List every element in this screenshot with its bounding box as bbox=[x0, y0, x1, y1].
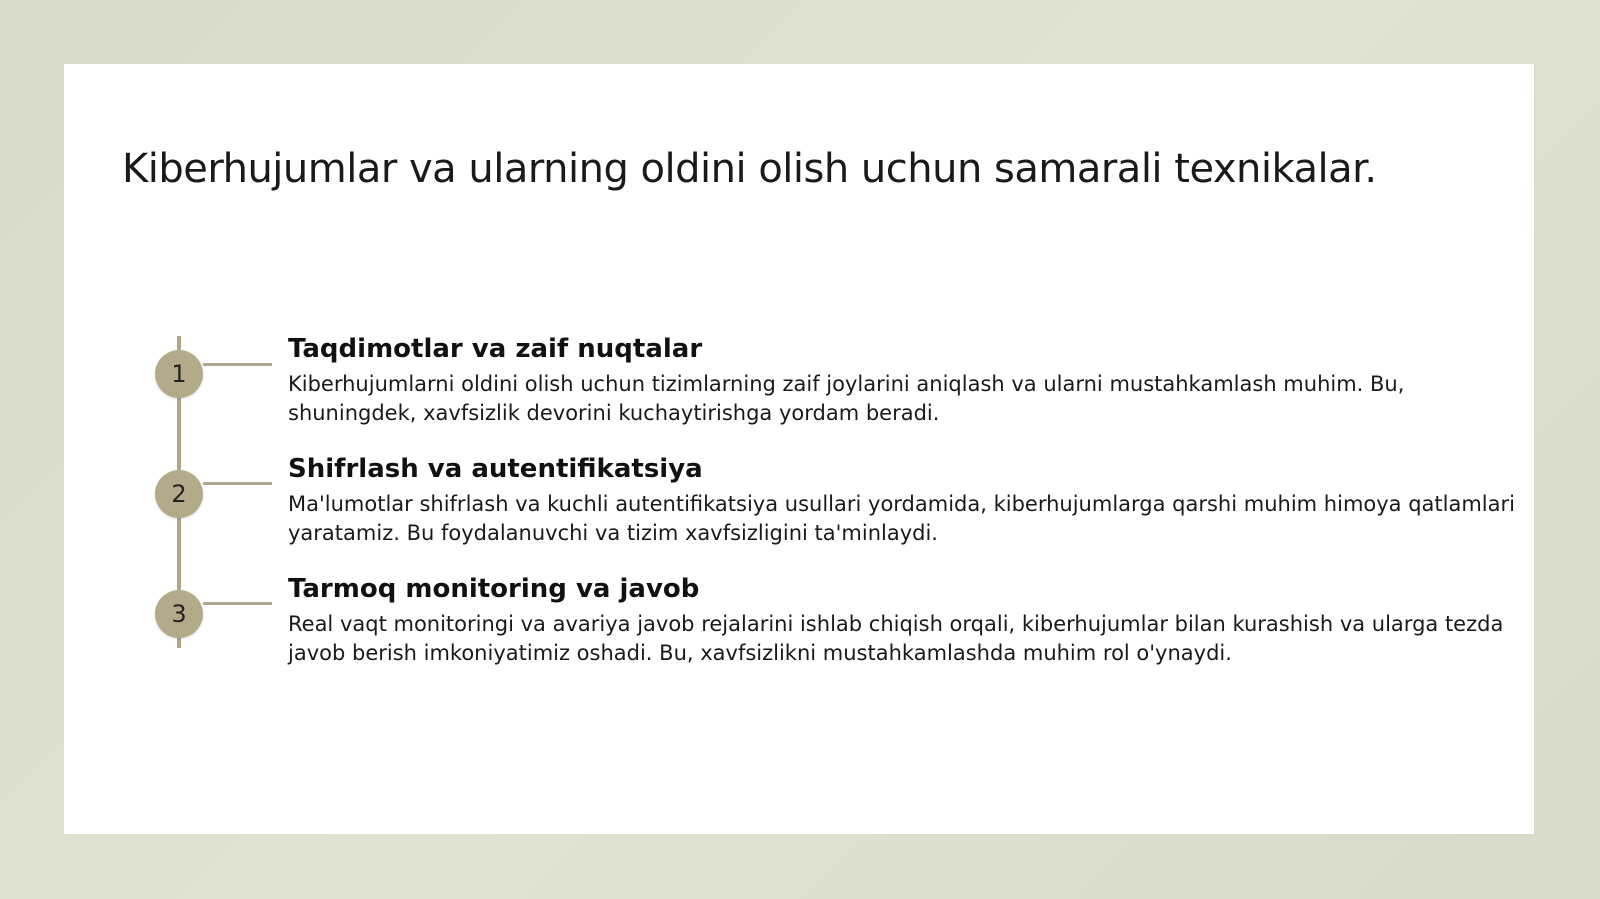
item-title-3: Tarmoq monitoring va javob bbox=[288, 574, 700, 604]
item-body-1: Kiberhujumlarni oldini olish uchun tizimlarning zaif joylarini aniqlash va ularni mustahkamlash muhim. Bu, shuningdek, xavfsizlik devorini kuchaytirishga yordam beradi. bbox=[288, 372, 1405, 425]
timeline-node-2: 2 bbox=[155, 470, 203, 518]
timeline-connector-2 bbox=[203, 482, 272, 485]
timeline-connector-3 bbox=[203, 602, 272, 605]
slide-card bbox=[64, 64, 1534, 834]
item-body-2: Ma'lumotlar shifrlash va kuchli autentifikatsiya usullari yordamida, kiberhujumlarga qarshi muhim himoya qatlamlari yaratamiz. Bu foydalanuvchi va tizim xavfsizligini ta'minlaydi. bbox=[288, 492, 1515, 545]
timeline-connector-1 bbox=[203, 363, 272, 366]
item-title-1: Taqdimotlar va zaif nuqtalar bbox=[288, 334, 703, 364]
item-body-3: Real vaqt monitoringi va avariya javob rejalarini ishlab chiqish orqali, kiberhujumlar bilan kurashish va ularga tezda javob berish imkoniyatimiz oshadi. Bu, xavfsizlikni mustahkamlashda muhim rol o'ynaydi. bbox=[288, 612, 1504, 665]
slide-title: Kiberhujumlar va ularning oldini olish uchun samarali texnikalar. bbox=[122, 146, 1377, 192]
item-title-2: Shifrlash va autentifikatsiya bbox=[288, 454, 703, 484]
timeline-node-1: 1 bbox=[155, 350, 203, 398]
timeline-node-3: 3 bbox=[155, 590, 203, 638]
